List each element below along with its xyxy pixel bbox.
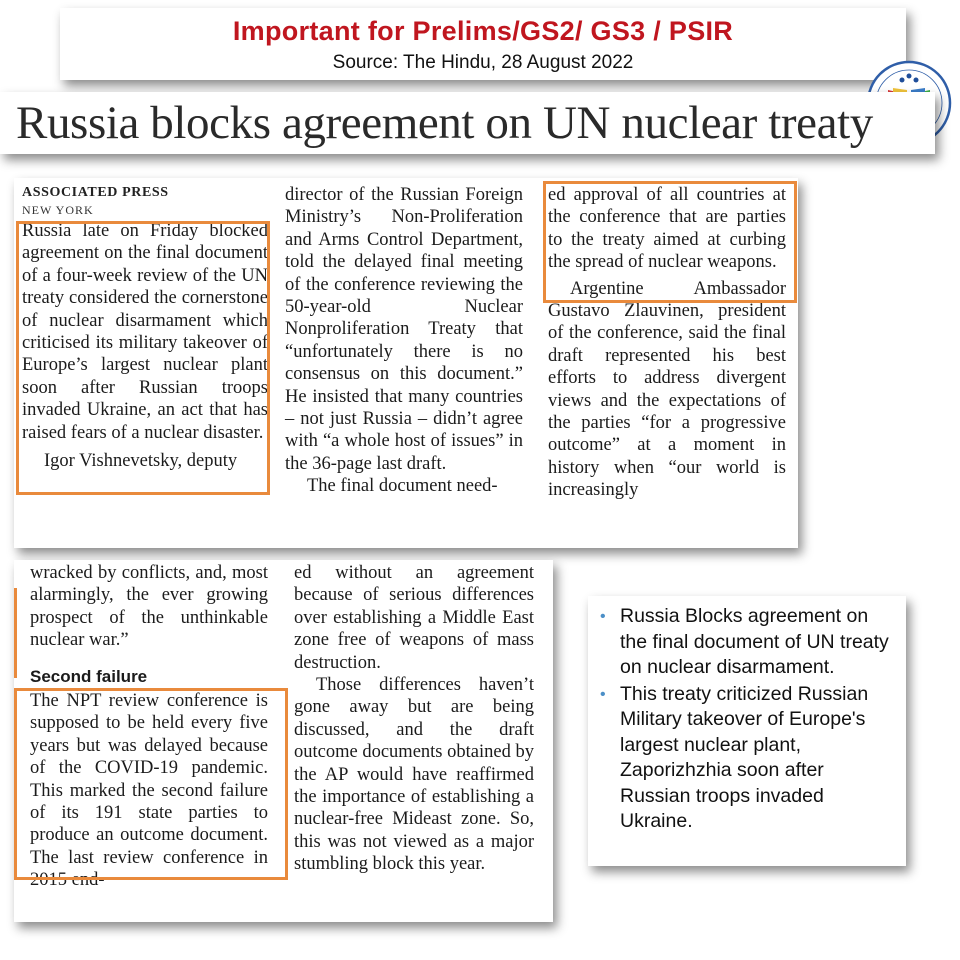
paragraph: ed without an agreement because of serious differences over establishing a Middle East zone free of weapons of mass destruction. xyxy=(294,563,534,673)
summary-list xyxy=(588,596,906,835)
article-panel-top xyxy=(14,178,798,548)
highlight-box xyxy=(16,221,270,495)
header-source: Source: The Hindu, 28 August 2022 xyxy=(332,52,634,73)
paragraph: Those differences haven’t gone away but are being discussed, and the draft outcome documents obtained by the AP would have reaffirmed the importance of establishing a nuclear-free Mideast zone. So, this was not viewed as a major stumbling block this year. xyxy=(294,675,534,875)
header-title: Important for Prelims/GS2/ GS3 / PSIR xyxy=(232,16,734,46)
dateline: NEW YORK xyxy=(22,203,94,217)
article-panel-bottom xyxy=(14,560,553,922)
header-banner xyxy=(60,8,906,80)
summary-item xyxy=(596,604,896,681)
byline: ASSOCIATED PRESS xyxy=(22,185,169,200)
summary-item xyxy=(596,682,896,835)
headline-strip xyxy=(0,92,935,154)
summary-text: This treaty criticized Russian Military takeover of Europe's largest nuclear plant, Zaporizhzhia soon after Russian troops invaded Ukraine. xyxy=(620,682,869,832)
bullet-icon: • xyxy=(600,685,606,703)
bullet-icon: • xyxy=(600,608,606,625)
paragraph: Igor Vishnevetsky, deputy xyxy=(44,451,238,472)
paragraph: The final document need- xyxy=(307,476,498,497)
highlight-edge xyxy=(14,588,17,678)
paragraph: The NPT review conference is supposed to be held every five years but was delayed because of the COVID-19 pandemic. This marked the second failure of its 191 state parties to produce an outcome document. The last review conference in 2015 end- xyxy=(30,691,268,891)
paragraph: Argentine Ambassador Gustavo Zlauvinen, president of the conference, said the final draft represented his best efforts to address divergent views and the expectations of the parties “for a progressive outcome” at a moment in history when “our world is increasingly xyxy=(548,278,786,501)
article-column-2 xyxy=(285,184,523,498)
paragraph: director of the Russian Foreign Ministry’s Non-Proliferation and Arms Control Department, told the delayed final meeting of the conference reviewing the 50-year-old Nuclear Nonproliferation Treaty that “unfortunately there is no consensus on this document.” He insisted that many countries – not just Russia – didn’t agree with “a whole host of issues” in the 36-page last draft. xyxy=(285,185,523,474)
summary-box xyxy=(588,596,906,866)
paragraph: wracked by conflicts, and, most alarmingly, the ever growing prospect of the unthinkable nuclear war.” xyxy=(30,563,268,651)
highlight-box xyxy=(543,181,797,303)
paragraph: ed approval of all countries at the conference that are parties to the treaty aimed at curbing the spread of nuclear weapons. xyxy=(548,185,786,273)
headline: Russia blocks agreement on UN nuclear treaty xyxy=(16,97,873,149)
paragraph-lead: Russia late on Friday blocked agreement on the final document of a four-week review of the UN treaty considered the cornerstone of nuclear disarmament which criticised its military takeover of Europe’s largest nuclear plant soon after Russian troops invaded Ukraine, an act that has raised fears of a nuclear disaster. xyxy=(22,221,268,443)
highlight-box xyxy=(14,688,288,880)
summary-text: Russia Blocks agreement on the final document of UN treaty on nuclear disarmament. xyxy=(620,605,889,678)
subheading: Second failure xyxy=(30,666,148,686)
article-column-5 xyxy=(294,562,534,876)
